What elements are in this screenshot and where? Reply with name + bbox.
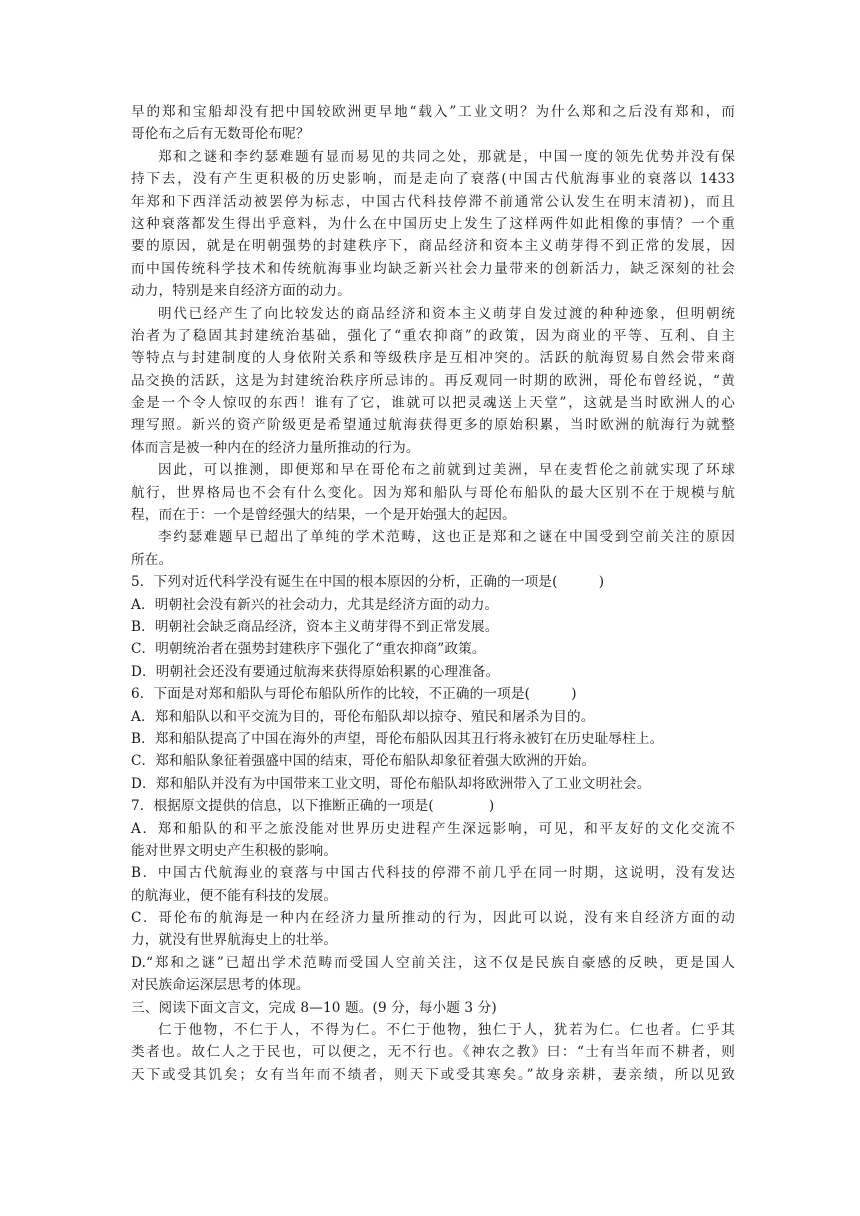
text-line: 能对世界文明史产生积极的影响。 [131, 842, 338, 859]
text-line: C．哥伦布的航海是一种内在经济力量所推动的行为，因此可以说，没有来自经济方面的动 [131, 910, 735, 927]
text-line: A．明朝社会没有新兴的社会动力，尤其是经济方面的动力。 [131, 596, 499, 613]
text-line: 体而言是被一种内在的经济力量所推动的行为。 [131, 439, 420, 456]
text-line: D．明朝社会还没有要通过航海来获得原始积累的心理准备。 [131, 663, 500, 680]
text-line: 仁于他物，不仁于人，不得为仁。不仁于他物，独仁于人，犹若为仁。仁也者。仁乎其 [158, 1022, 735, 1039]
text-line: 5．下列对近代科学没有诞生在中国的根本原因的分析，正确的一项是( ) [131, 574, 605, 591]
text-line: C．郑和船队象征着强盛中国的结束，哥伦布船队却象征着强大欧洲的开始。 [131, 753, 596, 770]
text-line: 明代已经产生了向比较发达的商品经济和资本主义萌芽自发过渡的种种迹象，但明朝统 [158, 305, 735, 322]
text-line: 金是一个令人惊叹的东西！谁有了它，谁就可以把灵魂送上天堂”，这就是当时欧洲人的心 [131, 395, 735, 412]
text-line: 的航海业，便不能有科技的发展。 [131, 887, 338, 904]
text-line: 等特点与封建制度的人身依附关系和等级秩序是互相冲突的。活跃的航海贸易自然会带来商 [131, 350, 735, 367]
text-line: 航行，世界格局也不会有什么变化。因为郑和船队与哥伦布船队的最大区别不在于规模与航 [131, 484, 735, 501]
text-line: 而中国传统科学技术和传统航海事业均缺乏新兴社会力量带来的创新活力，缺乏深刻的社会 [131, 260, 735, 277]
text-line: A．郑和船队的和平之旅没能对世界历史进程产生深远影响，可见，和平友好的文化交流不 [131, 820, 735, 837]
text-line: D．郑和船队并没有为中国带来工业文明，哥伦布船队却将欧洲带入了工业文明社会。 [131, 775, 651, 792]
text-line: 治者为了稳固其封建统治基础，强化了“重农抑商”的政策，因为商业的平等、互利、自主 [131, 327, 735, 344]
text-line: C．明朝统治者在强势封建秩序下强化了“重农抑商”政策。 [131, 641, 486, 658]
text-line: 所在。 [131, 551, 173, 568]
text-line: 郑和之谜和李约瑟难题有显而易见的共同之处，那就是，中国一度的领先优势并没有保 [158, 148, 735, 165]
text-line: B．郑和船队提高了中国在海外的声望，哥伦布船队因其丑行将永被钉在历史耻辱柱上。 [131, 730, 664, 747]
text-line: B．中国古代航海业的衰落与中国古代科技的停滞不前几乎在同一时期，这说明，没有发达 [131, 865, 735, 882]
text-line: 天下或受其饥矣；女有当年而不绩者，则天下或受其寒矣。”故身亲耕，妻亲绩，所以见致 [131, 1066, 735, 1083]
text-line: 动力，特别是来自经济方面的动力。 [131, 283, 351, 300]
text-line: 三、阅读下面文言文，完成 8—10 题。(9 分，每小题 3 分) [131, 999, 497, 1016]
text-line: D.“郑和之谜”已超出学术范畴而受国人空前关注，这不仅是民族自豪感的反映，更是国人 [131, 954, 735, 971]
text-line: 对民族命运深层思考的体现。 [131, 977, 310, 994]
text-line: 因此，可以推测，即便郑和早在哥伦布之前就到过美洲，早在麦哲伦之前就实现了环球 [158, 462, 735, 479]
text-line: 类者也。故仁人之于民也，可以便之，无不行也。《神农之教》曰：“士有当年而不耕者，则 [131, 1044, 735, 1061]
text-line: 哥伦布之后有无数哥伦布呢？ [131, 126, 310, 143]
text-line: 力，就没有世界航海史上的壮举。 [131, 932, 338, 949]
text-line: 品交换的活跃，这是为封建统治秩序所忌讳的。再反观同一时期的欧洲，哥伦布曾经说，“黄 [131, 372, 735, 389]
text-line: 7．根据原文提供的信息，以下推断正确的一项是( ) [131, 798, 495, 815]
text-line: 早的郑和宝船却没有把中国较欧洲更早地“载入”工业文明？为什么郑和之后没有郑和，而 [131, 104, 735, 120]
document-body [131, 101, 735, 1086]
text-line: 年郑和下西洋活动被罢停为标志，中国古代科技停滞不前通常公认发生在明末清初)，而且 [131, 193, 735, 210]
text-line: 这种衰落都发生得出乎意料，为什么在中国历史上发生了这样两件如此相像的事情？一个重 [131, 215, 735, 232]
text-line: 理写照。新兴的资产阶级更是希望通过航海获得更多的原始积累，当时欧洲的航海行为就整 [131, 417, 735, 434]
text-line: 持下去，没有产生更积极的历史影响，而是走向了衰落(中国古代航海事业的衰落以 1433 [131, 171, 735, 188]
text-line: 李约瑟难题早已超出了单纯的学术范畴，这也正是郑和之谜在中国受到空前关注的原因 [158, 529, 735, 546]
text-line: A．郑和船队以和平交流为目的，哥伦布船队却以掠夺、殖民和屠杀为目的。 [131, 708, 595, 725]
text-line: 程，而在于：一个是曾经强大的结果，一个是开始强大的起因。 [131, 507, 516, 524]
text-line: 要的原因，就是在明朝强势的封建秩序下，商品经济和资本主义萌芽得不到正常的发展，因 [131, 238, 735, 255]
text-line: 6．下面是对郑和船队与哥伦布船队所作的比较，不正确的一项是( ) [131, 686, 577, 703]
text-line: B．明朝社会缺乏商品经济，资本主义萌芽得不到正常发展。 [131, 618, 499, 635]
